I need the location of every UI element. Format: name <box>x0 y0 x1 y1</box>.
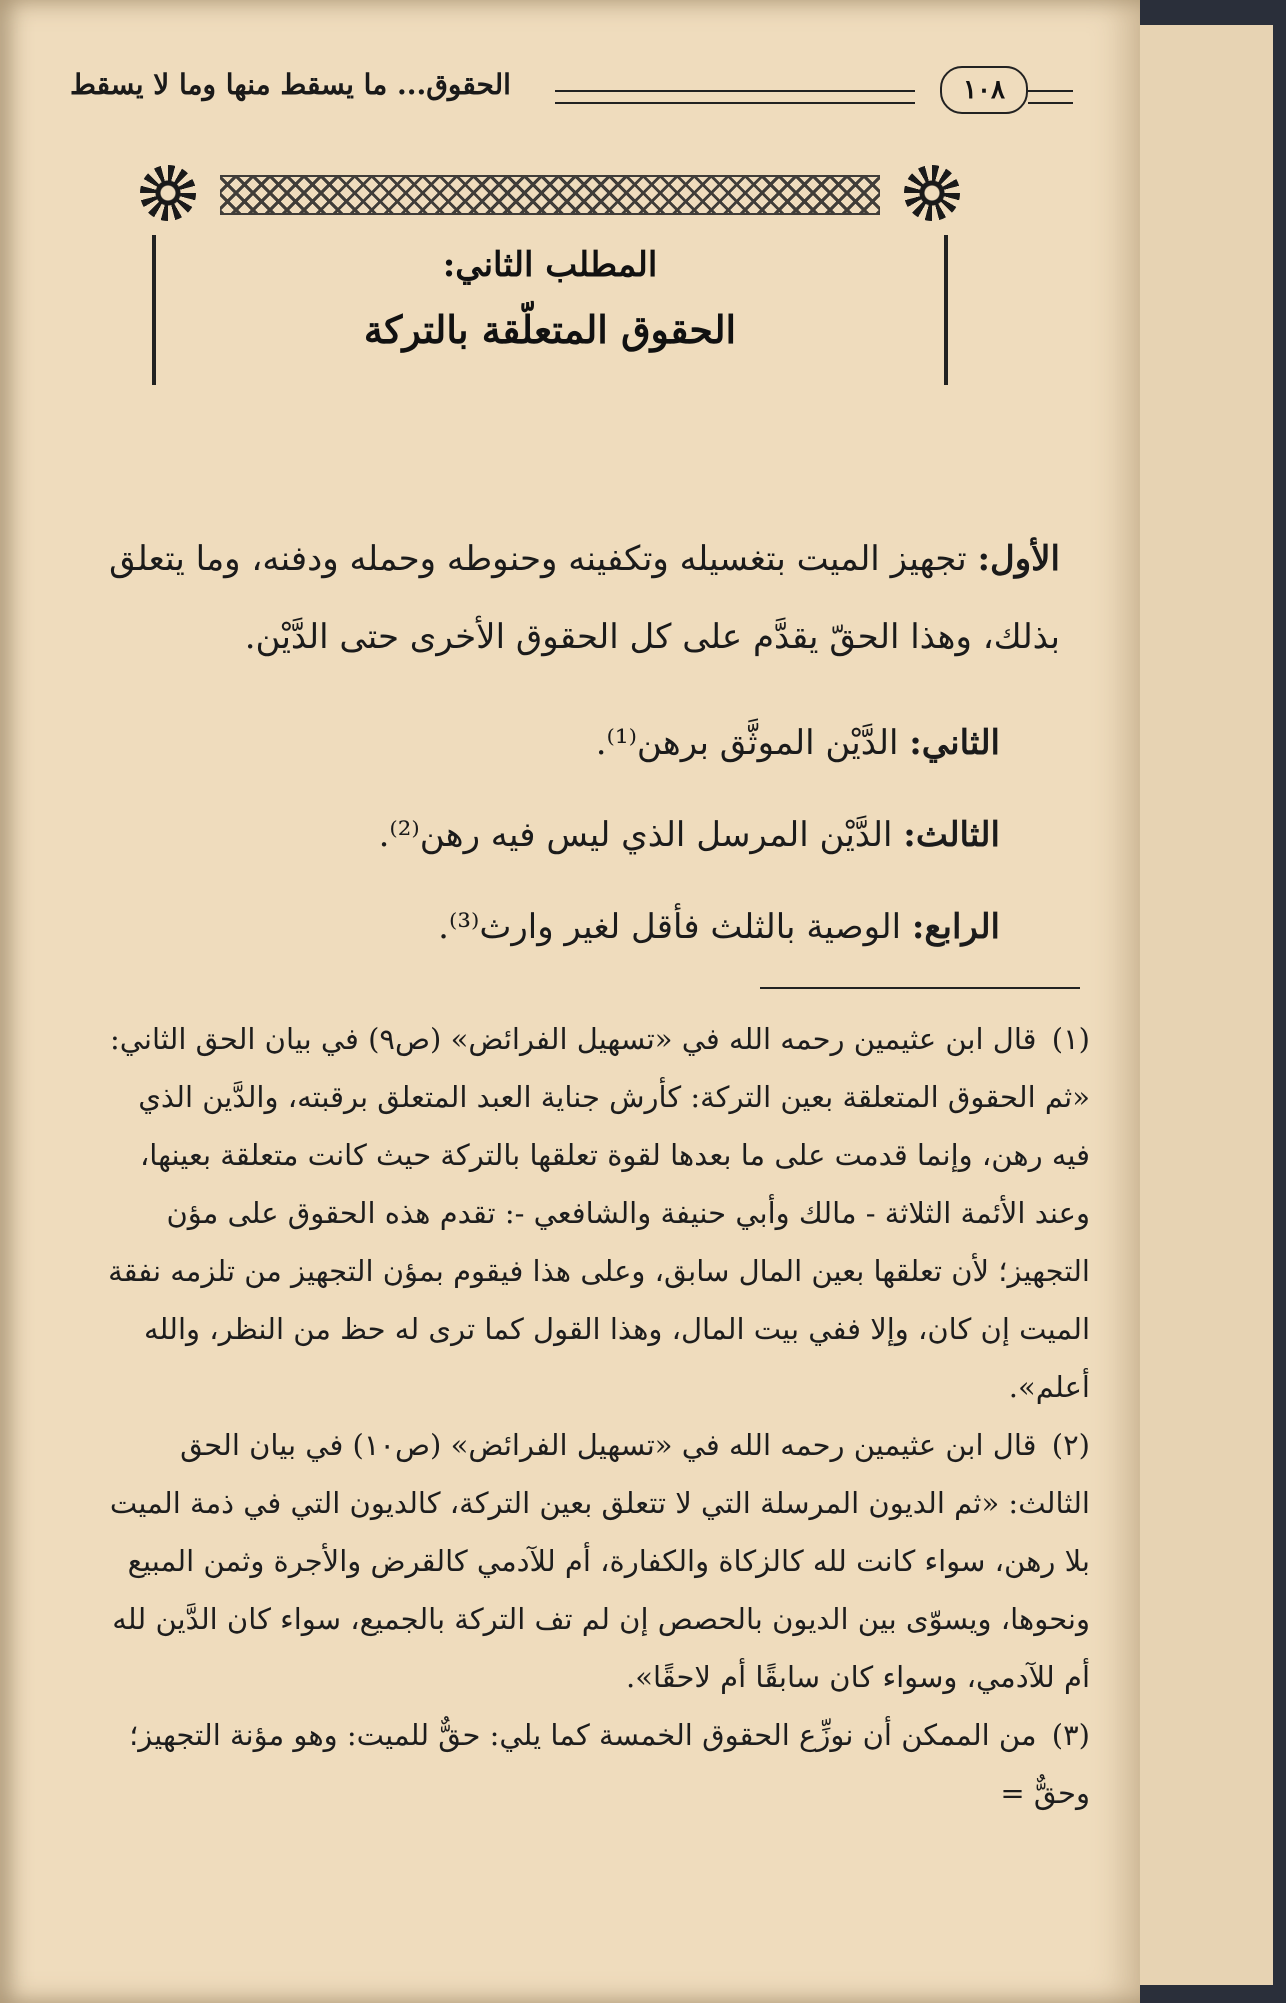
footnote <box>105 1706 1090 1822</box>
paragraph-lead: الأول: <box>977 539 1060 579</box>
paragraph-first <box>85 520 1060 676</box>
ornamental-band <box>220 175 880 215</box>
footnote-text: قال ابن عثيمين رحمه الله في «تسهيل الفرائض» (ص١٠) في بيان الحق الثالث: «ثم الديون المرسلة التي لا تتعلق بعين التركة، كالديون التي في ذمة الميت بلا رهن، سواء كانت لله كالزكاة والكفارة، أم للآدمي كالقرض والأجرة وثمن المبيع ونحوها، ويسوّى بين الديون بالحصص إن لم تف التركة بالجميع، سواء كان الدَّين لله أم للآدمي، وسواء كان سابقًا أم لاحقًا». <box>109 1428 1090 1694</box>
frame-side-rule <box>944 235 948 385</box>
rosette-ornament-icon <box>140 165 196 221</box>
section-title-line1: المطلب الثاني: <box>442 245 658 285</box>
running-title: الحقوق... ما يسقط منها وما لا يسقط <box>70 68 511 101</box>
footnote <box>105 1416 1090 1706</box>
footnote-text: قال ابن عثيمين رحمه الله في «تسهيل الفرائض» (ص٩) في بيان الحق الثاني: «ثم الحقوق المتعلقة بعين التركة: كأرش جناية العبد المتعلق برقبته، والدَّين الذي فيه رهن، وإنما قدمت على ما بعدها لقوة تعلقها بالتركة حيث كانت متعلقة بعينها، وعند الأئمة الثلاثة - مالك وأبي حنيفة والشافعي -: تقدم هذه الحقوق على مؤن التجهيز؛ لأن تعلقها بعين المال سابق، وعلى هذا فيقوم بمؤن التجهيز من تلزمه نفقة الميت إن كان، وإلا ففي بيت المال، وهذا القول كما ترى له حظ من النظر، والله أعلم». <box>108 1022 1090 1404</box>
page-number: ١٠٨ <box>940 66 1028 114</box>
footnote-number: (٢) <box>1051 1428 1090 1462</box>
rosette-ornament-icon <box>904 165 960 221</box>
list-item <box>85 902 1000 952</box>
list-item-lead: الثالث: <box>903 815 1000 855</box>
footnote-number: (١) <box>1051 1022 1090 1056</box>
list-item <box>85 718 1000 768</box>
next-page-edge <box>1130 25 1273 1985</box>
frame-side-rule <box>152 235 156 385</box>
footnote-text: من الممكن أن نوزِّع الحقوق الخمسة كما يلي: حقٌّ للميت: وهو مؤنة التجهيز؛ وحقٌّ = <box>129 1718 1090 1810</box>
header-rule <box>555 90 915 104</box>
footnote-number: (٣) <box>1051 1718 1090 1752</box>
footnote <box>105 1010 1090 1416</box>
list-item-lead: الثاني: <box>909 723 1000 763</box>
list-item-text: الدَّيْن الموثَّق برهن⁽¹⁾. <box>595 723 899 763</box>
footnote-separator <box>760 987 1080 989</box>
page-header <box>60 60 1030 130</box>
section-title-line2: الحقوق المتعلّقة بالتركة <box>363 307 737 352</box>
list-item-text: الوصية بالثلث فأقل لغير وارث⁽³⁾. <box>438 907 902 947</box>
paragraph-text: تجهيز الميت بتغسيله وتكفينه وحنوطه وحمله ودفنه، وما يتعلق بذلك، وهذا الحقّ يقدَّم على كل الحقوق الأخرى حتى الدَّيْن. <box>109 539 1060 657</box>
footnotes <box>105 1010 1090 1822</box>
section-title <box>240 245 860 352</box>
list-item-lead: الرابع: <box>911 907 1000 947</box>
header-rule-tail <box>1028 90 1073 104</box>
body-text <box>85 520 1060 952</box>
list-item-text: الدَّيْن المرسل الذي ليس فيه رهن⁽²⁾. <box>378 815 893 855</box>
section-title-frame <box>140 165 960 390</box>
list-item <box>85 810 1000 860</box>
